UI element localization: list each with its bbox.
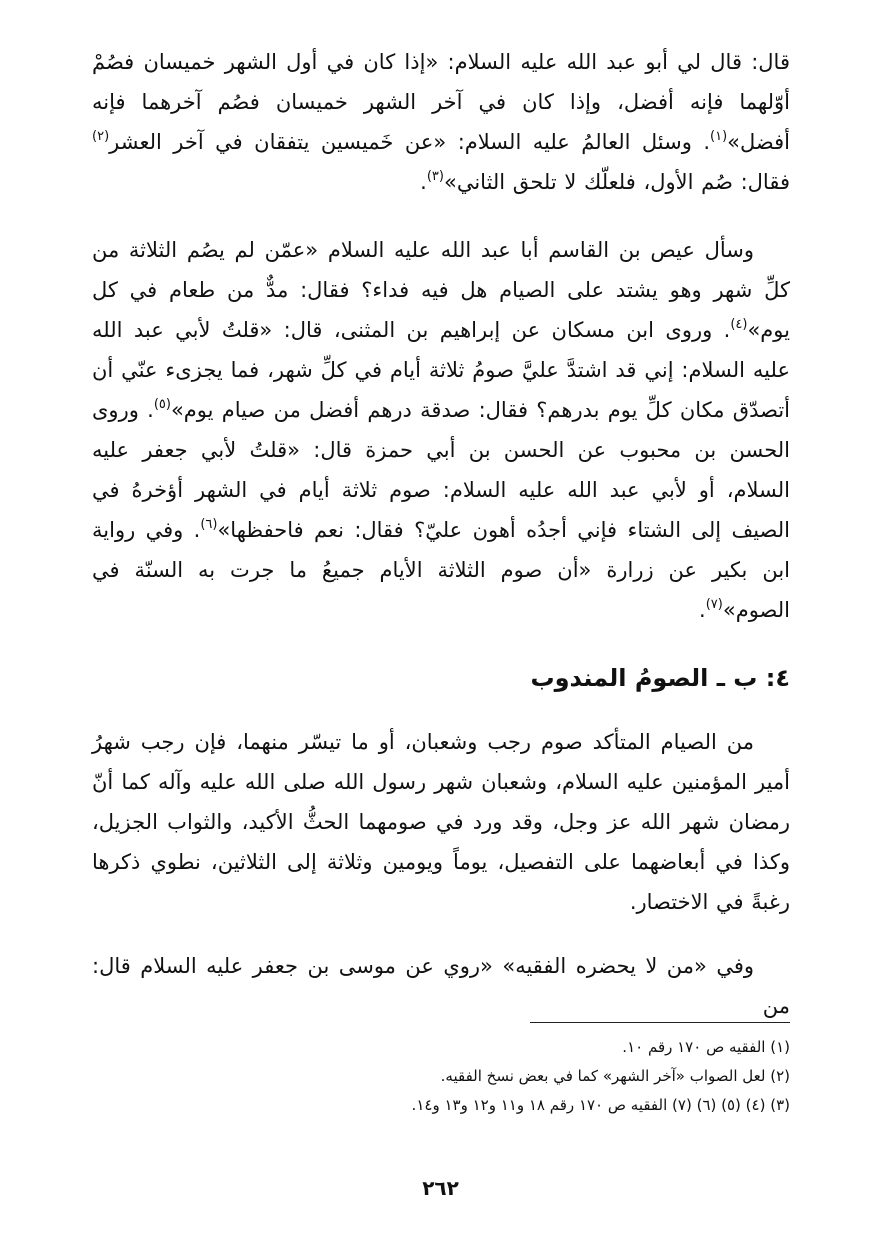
footnote-ref-6[interactable]: (٦): [200, 517, 218, 532]
page-body: [92, 42, 790, 1026]
paragraph-1-text-b: . وسئل العالمُ عليه السلام: «عن خَميسين يتفقان في آخر العشر: [109, 130, 711, 154]
footnote-ref-4[interactable]: (٤): [730, 317, 748, 332]
footnote-ref-2[interactable]: (٢): [92, 129, 110, 144]
paragraph-2-text-b: . وروى ابن مسكان عن إبراهيم بن المثنى، قال: «قلتُ لأبي عبد الله عليه السلام: إني قد اشتدَّ عليَّ صومُ ثلاثة أيام في كلِّ شهر، فما يجزىء عنّي أن أتصدّق مكان كلِّ يوم بدرهم؟ فقال: صدقة درهم أفضل من صيام يوم»: [92, 318, 790, 422]
footnotes-section: [92, 1022, 790, 1120]
paragraph-2-text-c: . وروى الحسن بن محبوب عن الحسن بن أبي حمزة قال: «قلتُ لأبي جعفر عليه السلام، أو لأبي عبد الله عليه السلام: صوم ثلاثة أيام في الشهر أؤخرهُ في الصيف إلى الشتاء فإني أجدُه أهون عليّ؟ فقال: نعم فاحفظها»: [92, 398, 791, 542]
paragraph-2-text-d: . وفي رواية ابن بكير عن زرارة «أن صوم الثلاثة الأيام جميعُ ما جرت به السنّة في الصوم»: [92, 518, 790, 622]
paragraph-spacer: [92, 698, 790, 722]
footnote-2: (٢) لعل الصواب «آخر الشهر» كما في بعض نسخ الفقيه.: [440, 1067, 790, 1085]
footnote-ref-1[interactable]: (١): [710, 129, 728, 144]
paragraph-2: [92, 230, 790, 630]
paragraph-1-text-d: .: [420, 170, 427, 194]
paragraph-spacer: [92, 922, 790, 946]
footnote-divider: [530, 1022, 790, 1023]
footnote-1: (١) الفقيه ص ١٧٠ رقم ١٠.: [622, 1038, 790, 1056]
section-heading: ٤: ب ـ الصومُ المندوب: [530, 664, 790, 692]
paragraph-1: [92, 42, 790, 202]
paragraph-2-text-a: وسأل عيص بن القاسم أبا عبد الله عليه السلام «عمّن لم يصُم الثلاثة من كلِّ شهر وهو يشتد على الصيام هل فيه فداء؟ فقال: مدٌّ من طعام في كل يوم»: [92, 238, 790, 342]
paragraph-spacer: [92, 630, 790, 658]
paragraph-4: وفي «من لا يحضره الفقيه» «روي عن موسى بن جعفر عليه السلام قال: من: [92, 954, 790, 1018]
page-number: ٢٦٢: [422, 1176, 459, 1200]
paragraph-spacer: [92, 202, 790, 230]
footnote-ref-3[interactable]: (٣): [426, 169, 444, 184]
paragraph-1-text-c: فقال: صُم الأول، فلعلّك لا تلحق الثاني»: [443, 170, 790, 194]
footnote-ref-7[interactable]: (٧): [705, 597, 723, 612]
paragraph-2-text-e: .: [699, 598, 706, 622]
footnote-3: (٣) (٤) (٥) (٦) (٧) الفقيه ص ١٧٠ رقم ١٨ و١١ و١٢ و١٣ و١٤.: [411, 1096, 790, 1114]
paragraph-1-text-a: قال: قال لي أبو عبد الله عليه السلام: «إذا كان في أول الشهر خميسان فصُمْ أوّلهما فإنه أفضل، وإذا كان في آخر الشهر خميسان فصُم آخرهما فإنه أفضل»: [92, 50, 790, 154]
footnote-ref-5[interactable]: (٥): [153, 397, 171, 412]
paragraph-3: من الصيام المتأكد صوم رجب وشعبان، أو ما تيسّر منهما، فإن رجب شهرُ أمير المؤمنين عليه السلام، وشعبان شهر رسول الله صلى الله عليه وآله كما أنّ رمضان شهر الله عز وجل، وقد ورد في صومهما الحثُّ الأكيد، والثواب الجزيل، وكذا في أبعاضهما على التفصيل، يوماً ويومين وثلاثة إلى الثلاثين، نطوي ذكرها رغبةً في الاختصار.: [92, 730, 790, 914]
